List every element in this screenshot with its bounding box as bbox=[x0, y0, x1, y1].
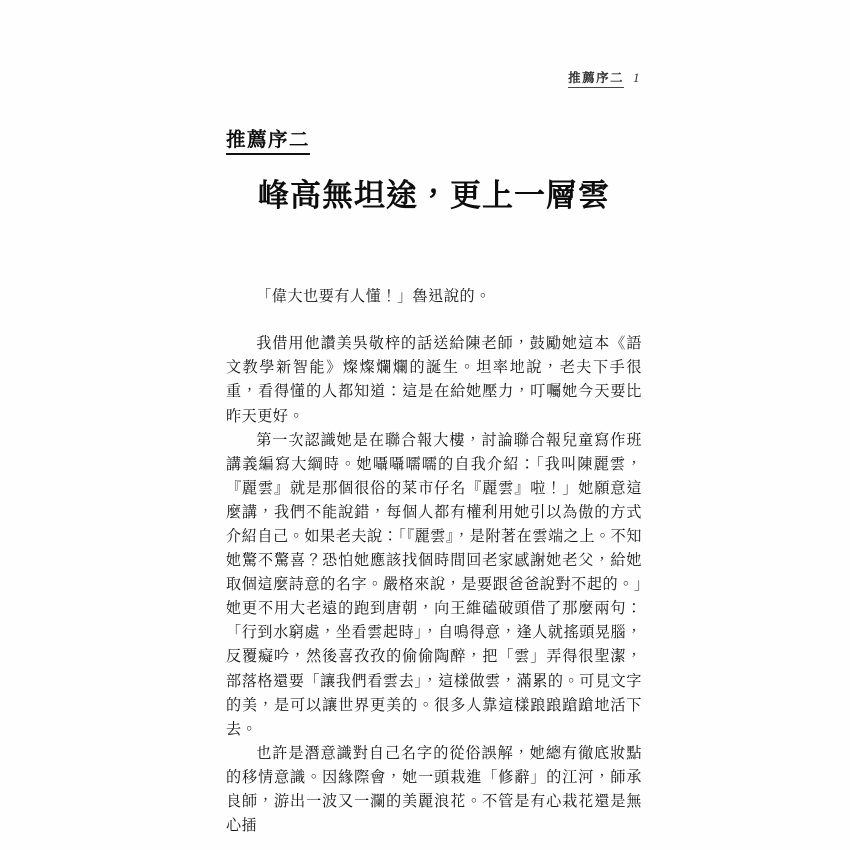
running-header-title: 推薦序二 bbox=[568, 68, 624, 88]
chapter-title: 峰高無坦途，更上一層雲 bbox=[258, 178, 610, 215]
running-header-page-number: 1 bbox=[633, 71, 640, 85]
body-text bbox=[226, 284, 642, 837]
paragraph-3: 也許是潛意識對自己名字的從俗誤解，她總有徹底妝點的移情意識。因緣際會，她一頭栽進「修辭」的江河，師承良師，游出一波又一瀾的美麗浪花。不管是有心栽花還是無心插 bbox=[226, 743, 642, 835]
running-header bbox=[568, 68, 640, 88]
section-label: 推薦序二 bbox=[226, 128, 310, 155]
page-content bbox=[226, 128, 642, 837]
paragraph-2: 第一次認識她是在聯合報大樓，討論聯合報兒童寫作班講義編寫大綱時。她囁囁嚅嚅的自我介紹：「我叫陳麗雲，『麗雲』就是那個很俗的菜市仔名『麗雲』啦！」她願意這麼講，我們不能說錯，每個人都有權利用她引以為傲的方式介紹自己。如果老夫說：「『麗雲』，是附著在雲端之上。不知她驚不驚喜？恐怕她應該找個時間回老家感謝她老父，給她取個這麼詩意的名字。嚴格來說，是要跟爸爸說對不起的。」她更不用大老遠的跑到唐朝，向王維磕破頭借了那麼兩句：「行到水窮處，坐看雲起時」，自鳴得意，逢人就搖頭晃腦，反覆癡吟，然後喜孜孜的偷偷陶醉，把「雲」弄得很聖潔，部落格還要「讓我們看雲去」，這樣做雲，滿累的。可見文字的美，是可以讓世界更美的。很多人靠這樣踉踉蹌蹌地活下去。 bbox=[226, 430, 642, 738]
paragraph-quote: 「偉大也要有人懂！」魯迅說的。 bbox=[256, 287, 491, 306]
paragraph-1: 我借用他讚美吳敬梓的話送給陳老師，鼓勵她這本《語文教學新智能》燦燦爛爛的誕生。坦率地說，老夫下手很重，看得懂的人都知道：這是在給她壓力，叮囑她今天要比昨天更好。 bbox=[226, 334, 642, 425]
